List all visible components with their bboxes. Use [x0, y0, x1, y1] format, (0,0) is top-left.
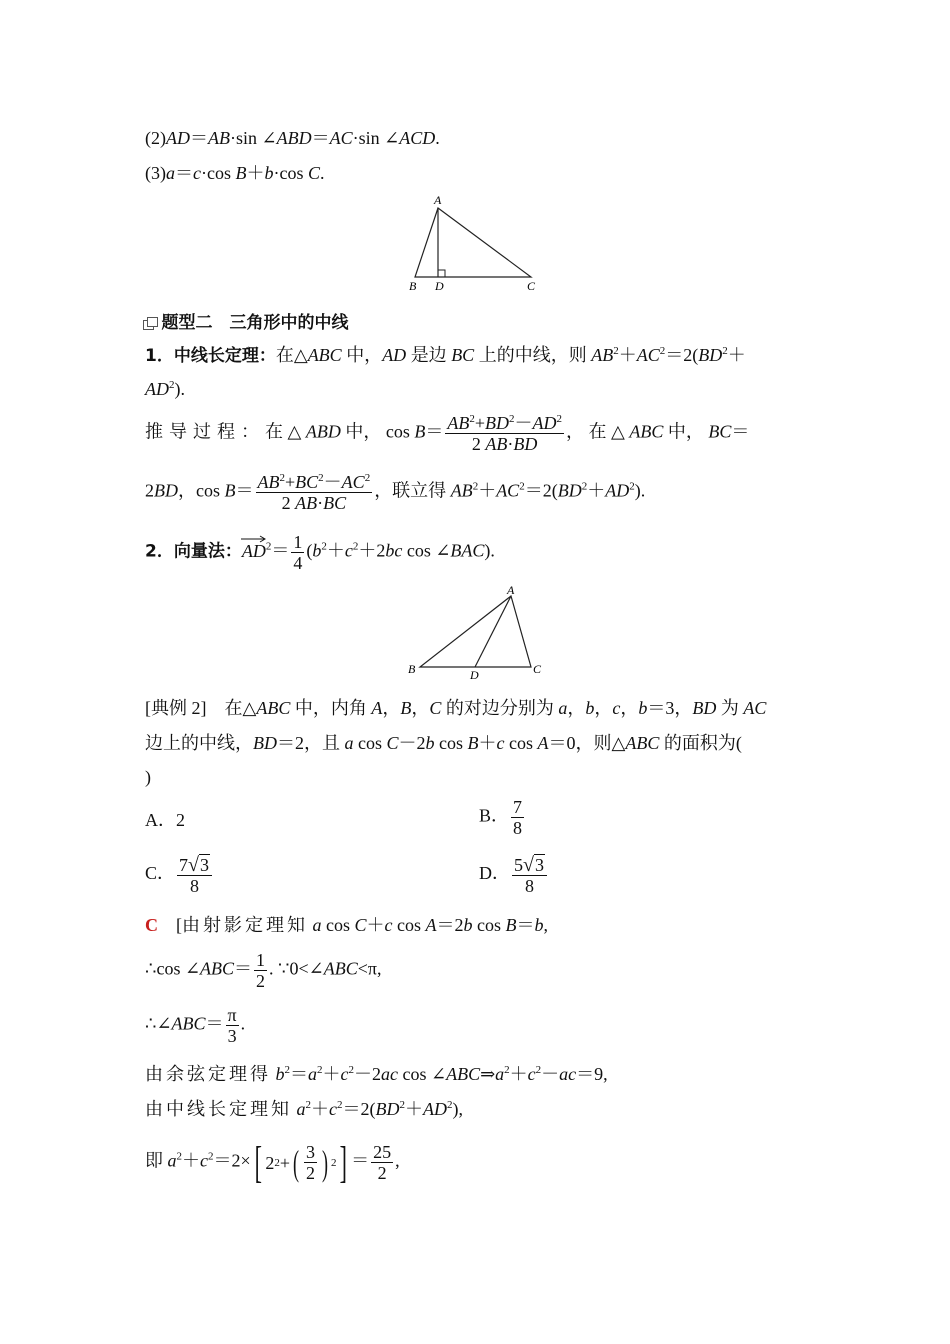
option-c[interactable]: C． 7 √ 3 8 [145, 854, 214, 896]
right-angle-mark [438, 270, 445, 277]
section-title [143, 310, 349, 335]
answer-letter: C [145, 915, 158, 935]
label-d-2: D [470, 668, 479, 682]
solution-line6: 即 $a^2+c^2=2\times$ [ 2 2 + ( $\frac{3}{2}$ ) 2 ] ＝ $\frac{25}{2}$ , [145, 1137, 400, 1187]
label-b: B [409, 279, 417, 293]
label-b-2: B [408, 662, 416, 676]
solution-line2: ∴cos ∠ABC＝ $\frac{1}{2}$ . ∵0<∠ABC<π, [145, 950, 382, 991]
formula-line-2: (2)AD＝AB·sin ∠ABD＝AC·sin ∠ACD. [145, 128, 440, 148]
derivation-line1: 推导过程：在 △ ABD 中， cos B＝ $\frac{AB^2+BD^2-AD^2}{2 AB\cdot BD}$ ， 在 △ ABC 中， BC＝ [145, 413, 750, 454]
figure-median-triangle [400, 582, 550, 682]
label-a: A [434, 193, 442, 207]
derivation-line2: 2BD，cos B＝ $\frac{AB^2+BC^2-AC^2}{2 AB\cdot BC}$ ，联立得 $AB^2+AC^2=2(BD^2+AD^2)$. [145, 472, 646, 513]
median-ad [475, 596, 511, 667]
example-line2: 边上的中线，BD＝2，且 a cos C－2b cos B＋c cos A＝0，则△ABC 的面积为( [145, 733, 742, 753]
section-title-text: 题型二 三角形中的中线 [161, 313, 349, 333]
solution-line3: ∴∠ABC＝ $\frac{\pi}{3}$ . [145, 1005, 246, 1046]
solution-line1: C [由射影定理知 a cos C＋c cos A＝2b cos B＝b, [145, 915, 549, 935]
triangle-abc [415, 208, 531, 277]
label-d: D [435, 279, 444, 293]
figure-altitude-triangle [400, 190, 550, 295]
label-c-2: C [533, 662, 542, 676]
label-c: C [527, 279, 536, 293]
formula-line-3: (3)a＝c·cos B＋b·cos C. [145, 163, 325, 183]
option-a[interactable]: A．2 [145, 810, 185, 830]
item1-line1: 1．中线长定理：在△ABC 中，AD 是边 BC 上的中线，则 $AB^2+AC^2=2(BD^2+$ [145, 345, 746, 366]
item1-line2: $AD^2$). [145, 379, 185, 399]
item2-line: 2．向量法：AD $^2$＝ $\frac{1}{4}$ ($b^2+c^2+2bc$ cos ∠BAC). [145, 532, 495, 573]
solution-line5: 由中线长定理知 $a^2+c^2=2(BD^2+AD^2)$, [145, 1099, 463, 1119]
solution-line4: 由余弦定理得 $b^2=a^2+c^2-2ac$ $\cos \angle ABC\Rightarrow a^2+c^2-ac=9$, [145, 1064, 608, 1084]
triangle-abc-2 [420, 596, 531, 667]
option-d[interactable]: D． 5 √ 3 8 [479, 854, 549, 896]
example-line3: ) [145, 767, 151, 787]
section-icon [143, 317, 157, 329]
label-a-2: A [507, 583, 515, 597]
option-b[interactable]: B． $\frac{7}{8}$ [479, 797, 523, 838]
example-line1: [典例 2] 在△ABC 中，内角 A，B，C 的对边分别为 a，b，c，b＝3，BD 为 AC [145, 698, 767, 718]
